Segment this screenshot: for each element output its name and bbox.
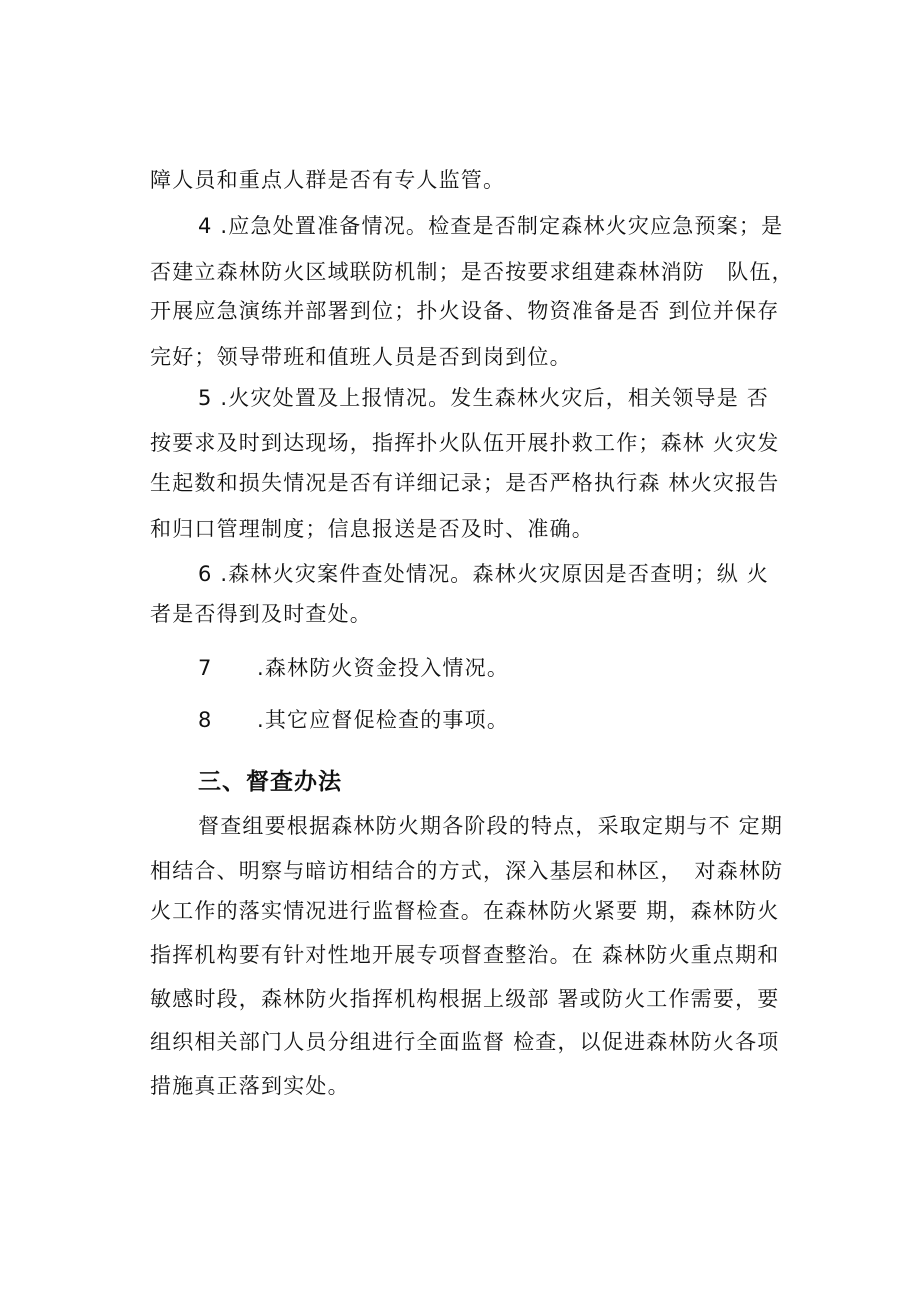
text-line: 障人员和重点人群是否有专人监管。 [150, 168, 506, 192]
item-6-line: 6 .森林火灾案件查处情况。森林火灾原因是否查明；纵 火 [198, 562, 769, 586]
item-4-line: 4 .应急处置准备情况。检查是否制定森林火灾应急预案；是 [198, 214, 784, 238]
text-line: 火工作的落实情况进行监督检查。在森林防火紧要 期，森林防火 [150, 899, 780, 923]
section-heading: 三、督查办法 [198, 769, 342, 795]
text-line: 措施真正落到实处。 [150, 1074, 350, 1098]
text-line: 生起数和损失情况是否有详细记录；是否严格执行森 林火灾报告 [150, 471, 780, 495]
text-line: 开展应急演练并部署到位；扑火设备、物资准备是否 到位并保存 [150, 299, 780, 323]
item-8-line: 8 .其它应督促检查的事项。 [198, 708, 510, 732]
text-line: 组织相关部门人员分组进行全面监督 检查，以促进森林防火各项 [150, 1030, 780, 1054]
text-line: 者是否得到及时查处。 [150, 602, 372, 626]
paragraph-first-line: 督查组要根据森林防火期各阶段的特点，采取定期与不 定期 [198, 814, 784, 838]
item-7-line: 7 .森林防火资金投入情况。 [198, 656, 510, 680]
text-line: 否建立森林防火区域联防机制；是否按要求组建森林消防 队伍， [150, 260, 794, 284]
text-line: 完好；领导带班和值班人员是否到岗到位。 [150, 345, 572, 369]
text-line: 相结合、明察与暗访相结合的方式，深入基层和林区， 对森林防 [150, 859, 784, 883]
text-line: 敏感时段，森林防火指挥机构根据上级部 署或防火工作需要，要 [150, 987, 780, 1011]
text-line: 按要求及时到达现场，指挥扑火队伍开展扑救工作；森林 火灾发 [150, 431, 780, 455]
text-line: 和归口管理制度；信息报送是否及时、准确。 [150, 517, 594, 541]
item-5-line: 5 .火灾处置及上报情况。发生森林火灾后，相关领导是 否 [198, 386, 769, 410]
text-line: 指挥机构要有针对性地开展专项督查整治。在 森林防火重点期和 [150, 943, 780, 967]
